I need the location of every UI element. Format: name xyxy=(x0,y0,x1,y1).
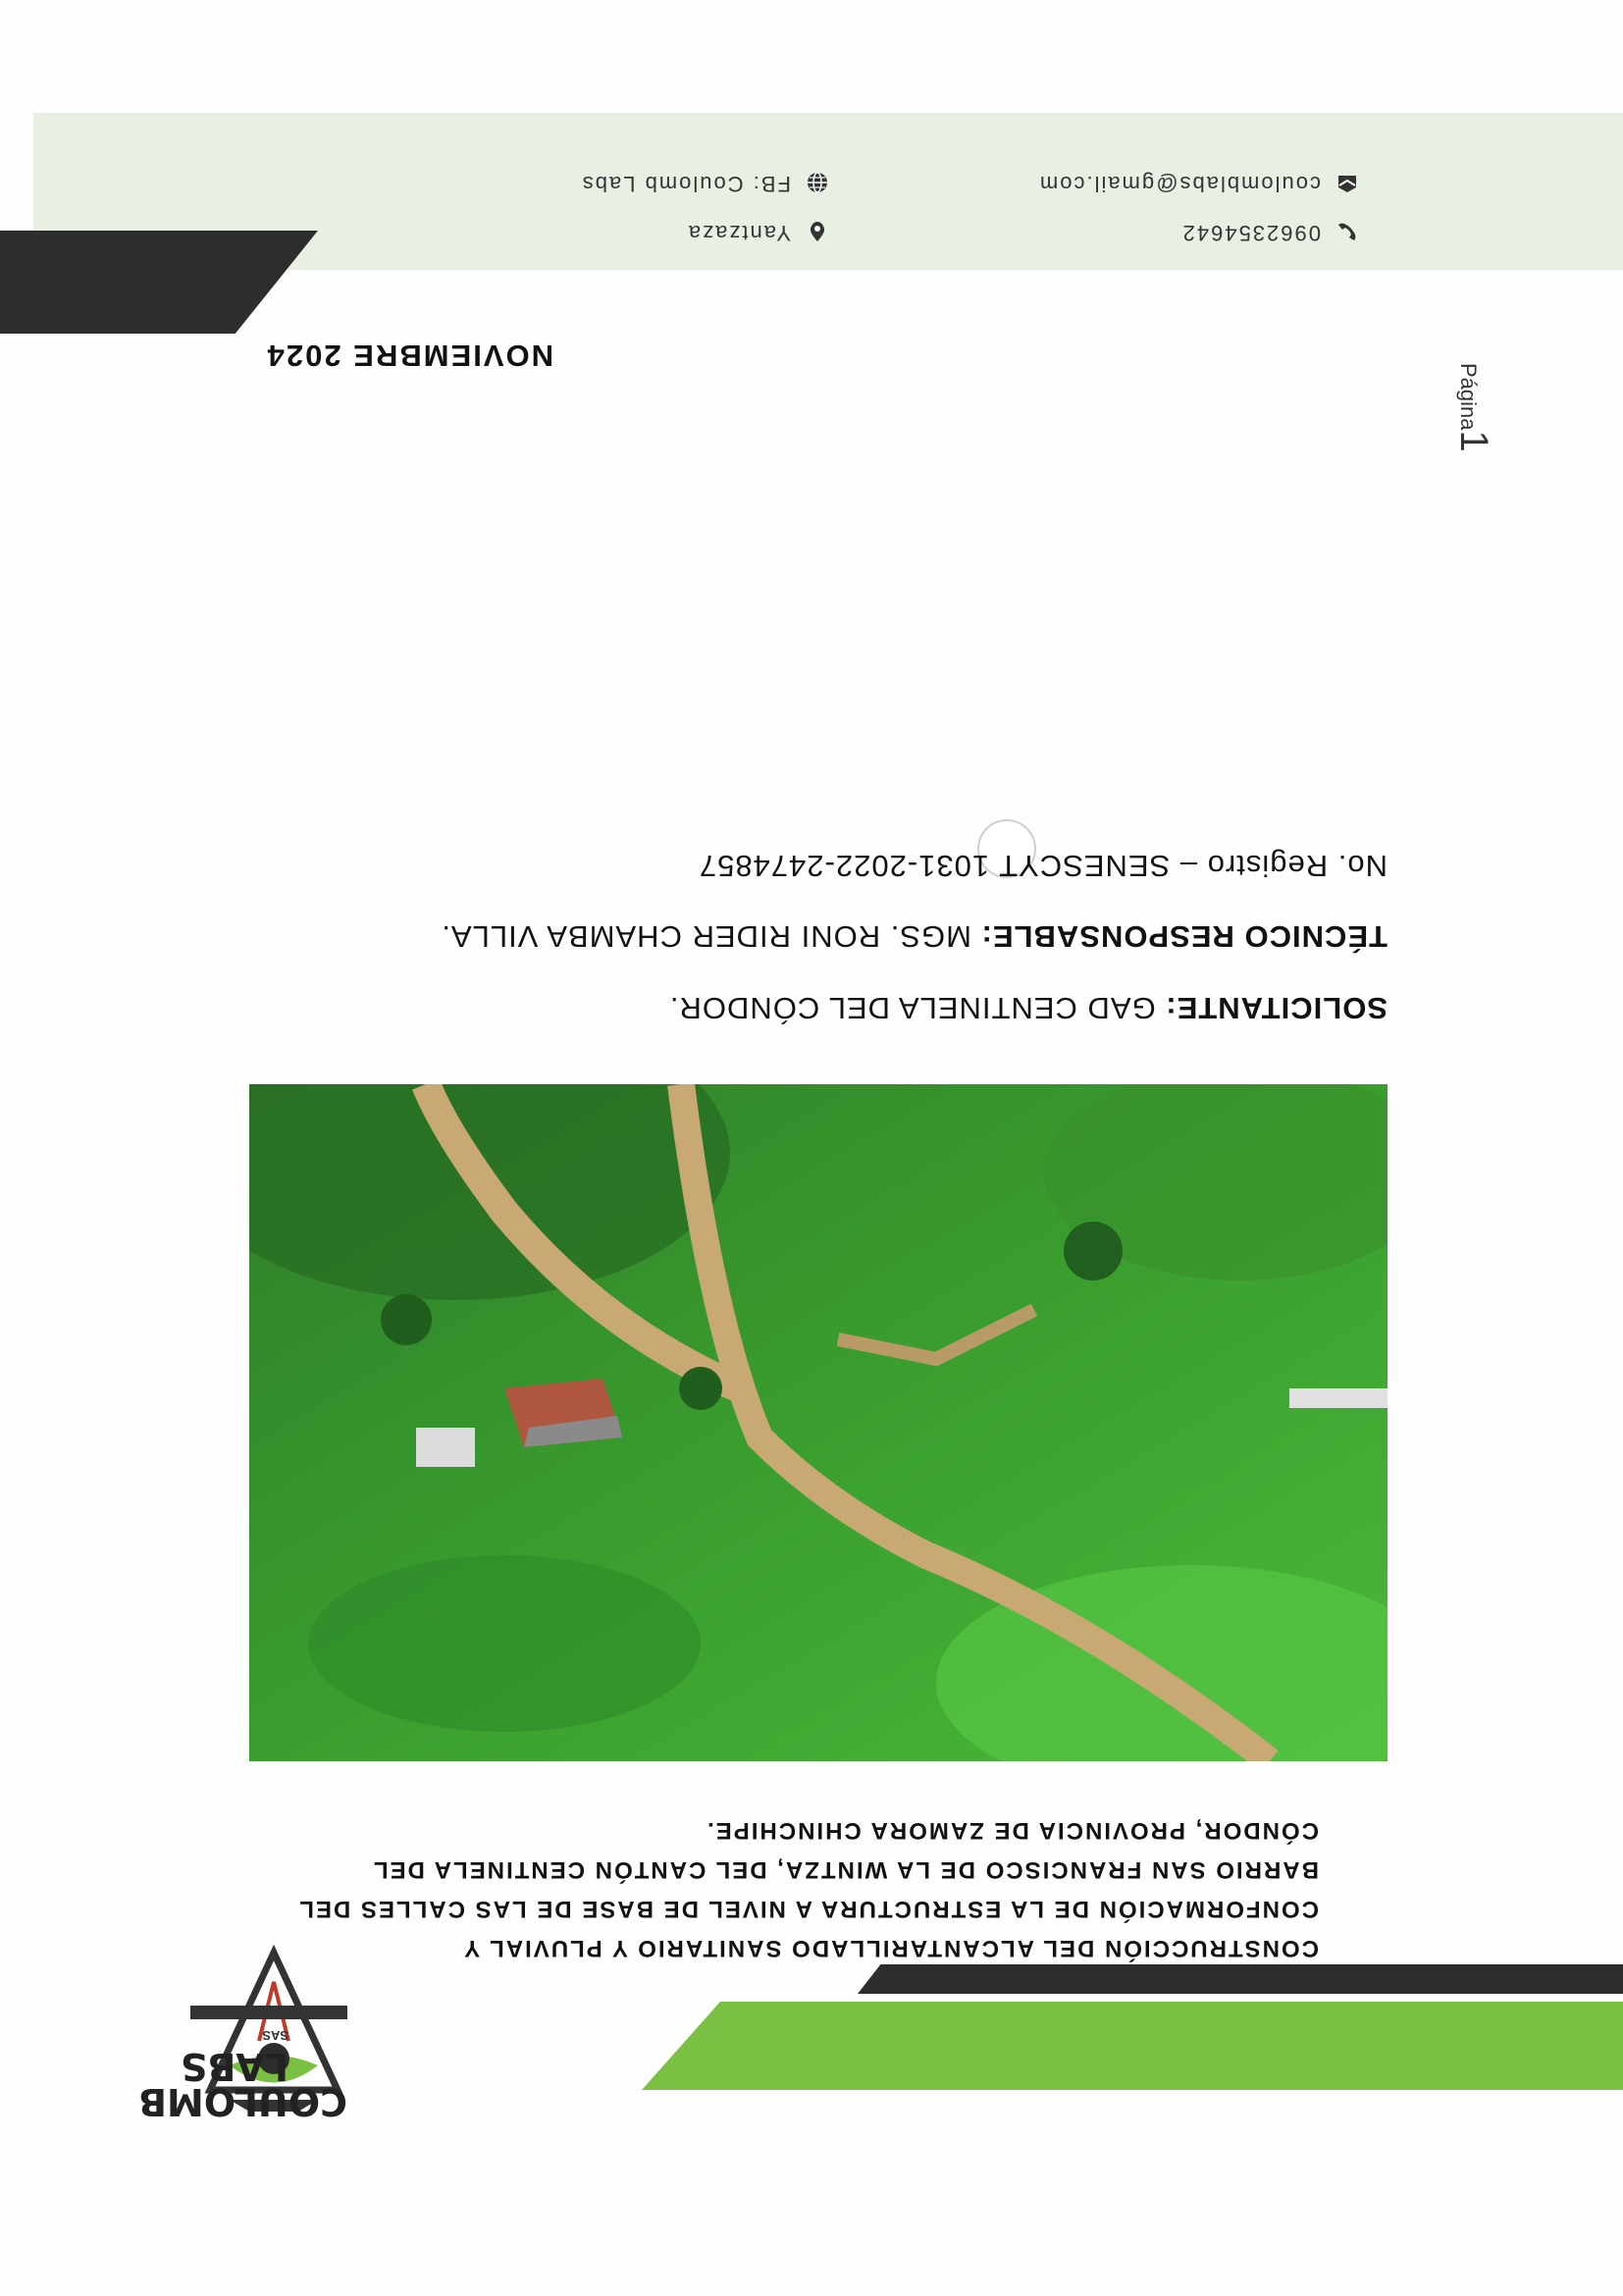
phone-icon xyxy=(1336,221,1358,242)
globe-icon xyxy=(807,172,828,193)
footer-email: coulomblabs@gmail.com xyxy=(1038,171,1358,196)
page-label: Página xyxy=(1456,363,1481,431)
footer-phone: 0962354642 xyxy=(1181,220,1358,245)
page-number xyxy=(1451,363,1495,452)
company-name: COULOMB LABS xyxy=(138,2045,347,2123)
tecnico-line xyxy=(441,918,1387,954)
document-date: NOVIEMBRE 2024 xyxy=(265,339,553,373)
footer-location: Yantzaza xyxy=(687,220,828,245)
company-suffix: SAS xyxy=(262,2028,288,2043)
footer-dark-corner xyxy=(0,231,318,334)
accent-green-bar xyxy=(642,2002,1623,2090)
email-icon xyxy=(1336,172,1358,193)
solicitante-line xyxy=(669,990,1387,1025)
tecnico-label: TÉCNICO RESPONSABLE: xyxy=(980,919,1387,954)
page-number-value: 1 xyxy=(1452,430,1495,452)
tecnico-value: MGS. RONI RIDER CHAMBA VILLA. xyxy=(441,919,971,954)
logo-tagline-strip xyxy=(190,2006,347,2019)
solicitante-value: GAD CENTINELA DEL CÓNDOR. xyxy=(668,991,1156,1025)
registro-line: No. Registro – SENESCYT 1031-2022-2474857 xyxy=(698,849,1387,883)
location-icon xyxy=(807,221,828,242)
accent-dark-bar xyxy=(858,1964,1623,1994)
footer-facebook: FB: Coulomb Labs xyxy=(581,171,828,196)
solicitante-label: SOLICITANTE: xyxy=(1165,991,1387,1025)
project-title: CONSTRUCCIÓN DEL ALCANTARILLADO SANITARIO Y PLUVIAL Y CONFORMACIÓN DE LA ESTRUCTURA A NIVEL DE BASE DE LAS CALLES DEL BARRIO SAN FRANCISCO DE LA WINTZA, DEL CANTÓN CENTINELA DEL CÓNDOR, PROVINCIA DE ZAMORA CHINCHIPE. xyxy=(297,1817,1319,1961)
aerial-photo xyxy=(249,1084,1387,1761)
